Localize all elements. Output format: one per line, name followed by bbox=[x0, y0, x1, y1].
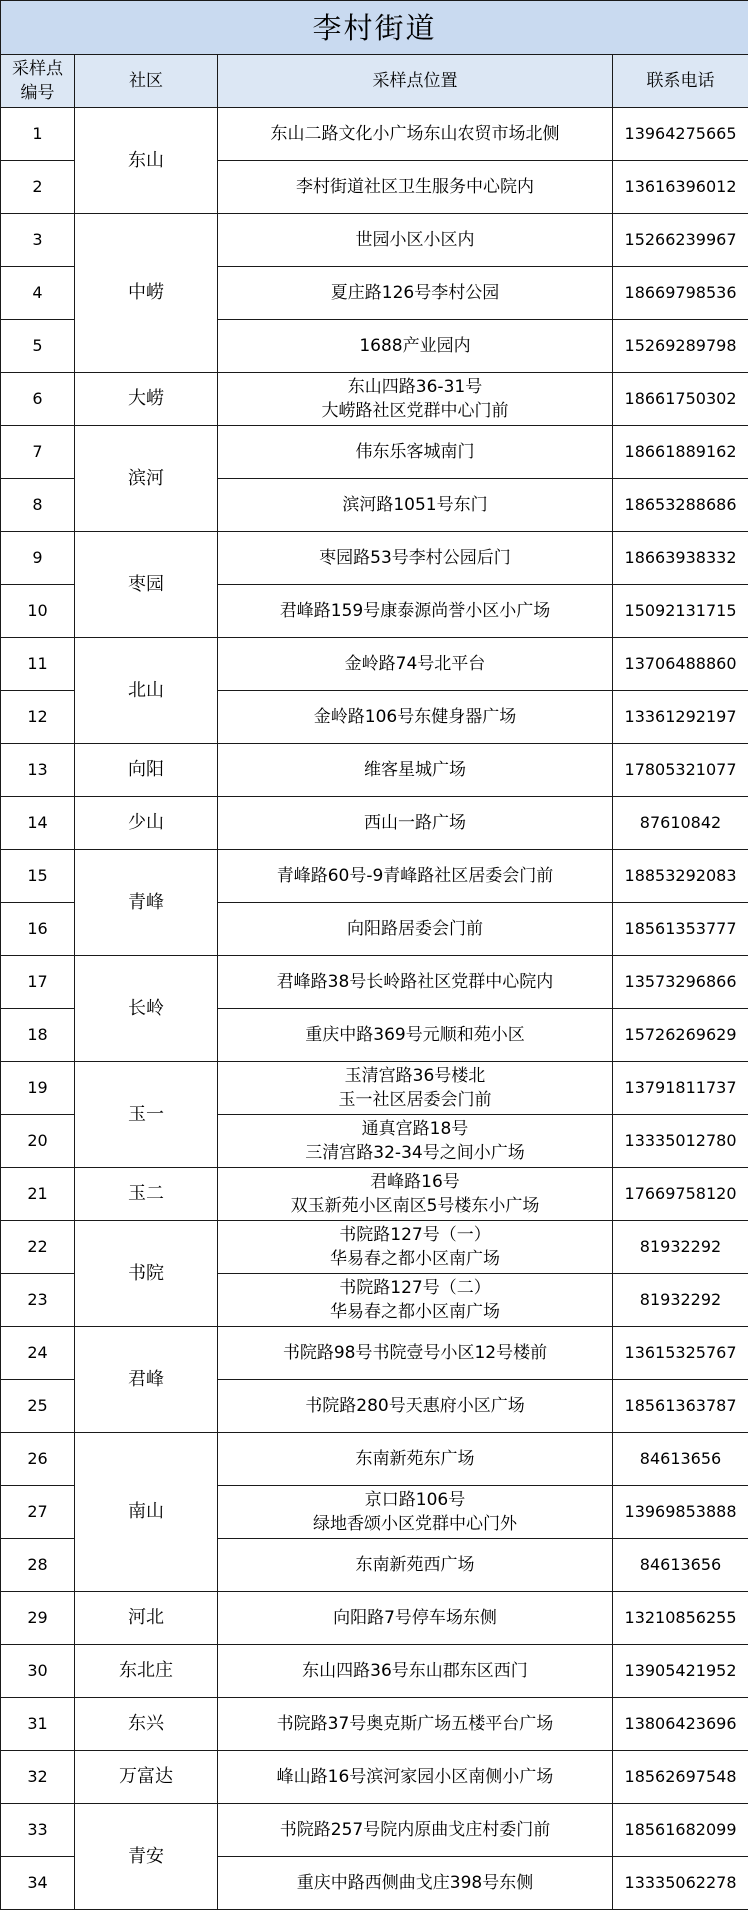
cell-phone: 13905421952 bbox=[613, 1645, 748, 1698]
cell-id: 4 bbox=[1, 267, 75, 320]
table-row bbox=[1, 1168, 748, 1221]
cell-location: 金岭路106号东健身器广场 bbox=[218, 691, 613, 744]
header-row bbox=[1, 55, 748, 108]
cell-phone: 18562697548 bbox=[613, 1751, 748, 1804]
cell-id: 9 bbox=[1, 532, 75, 585]
cell-id: 7 bbox=[1, 426, 75, 479]
cell-phone: 13964275665 bbox=[613, 108, 748, 161]
cell-phone: 13791811737 bbox=[613, 1062, 748, 1115]
cell-phone: 13616396012 bbox=[613, 161, 748, 214]
cell-id: 27 bbox=[1, 1486, 75, 1539]
cell-id: 23 bbox=[1, 1274, 75, 1327]
cell-location: 东山二路文化小广场东山农贸市场北侧 bbox=[218, 108, 613, 161]
header-id: 采样点 编号 bbox=[1, 55, 75, 108]
cell-location: 青峰路60号-9青峰路社区居委会门前 bbox=[218, 850, 613, 903]
cell-phone: 87610842 bbox=[613, 797, 748, 850]
table-row bbox=[1, 638, 748, 691]
cell-phone: 18653288686 bbox=[613, 479, 748, 532]
cell-community: 河北 bbox=[75, 1592, 218, 1645]
table-row bbox=[1, 956, 748, 1009]
cell-id: 32 bbox=[1, 1751, 75, 1804]
table-row bbox=[1, 797, 748, 850]
cell-location: 重庆中路369号元顺和苑小区 bbox=[218, 1009, 613, 1062]
table-row bbox=[1, 1221, 748, 1274]
cell-phone: 13361292197 bbox=[613, 691, 748, 744]
cell-id: 18 bbox=[1, 1009, 75, 1062]
cell-community: 大崂 bbox=[75, 373, 218, 426]
cell-location: 书院路37号奥克斯广场五楼平台广场 bbox=[218, 1698, 613, 1751]
cell-community: 向阳 bbox=[75, 744, 218, 797]
cell-id: 16 bbox=[1, 903, 75, 956]
cell-phone: 15269289798 bbox=[613, 320, 748, 373]
cell-id: 29 bbox=[1, 1592, 75, 1645]
table-row bbox=[1, 1698, 748, 1751]
cell-location: 书院路257号院内原曲戈庄村委门前 bbox=[218, 1804, 613, 1857]
cell-community: 滨河 bbox=[75, 426, 218, 532]
table-title: 李村街道 bbox=[1, 1, 748, 55]
cell-id: 6 bbox=[1, 373, 75, 426]
cell-id: 19 bbox=[1, 1062, 75, 1115]
table-row bbox=[1, 426, 748, 479]
cell-community: 南山 bbox=[75, 1433, 218, 1592]
cell-community: 东山 bbox=[75, 108, 218, 214]
cell-id: 33 bbox=[1, 1804, 75, 1857]
cell-id: 26 bbox=[1, 1433, 75, 1486]
cell-phone: 17669758120 bbox=[613, 1168, 748, 1221]
cell-community: 万富达 bbox=[75, 1751, 218, 1804]
table-row bbox=[1, 373, 748, 426]
cell-community: 君峰 bbox=[75, 1327, 218, 1433]
table-row bbox=[1, 1592, 748, 1645]
cell-id: 8 bbox=[1, 479, 75, 532]
cell-community: 长岭 bbox=[75, 956, 218, 1062]
cell-community: 中崂 bbox=[75, 214, 218, 373]
cell-location: 向阳路居委会门前 bbox=[218, 903, 613, 956]
cell-location: 金岭路74号北平台 bbox=[218, 638, 613, 691]
cell-id: 25 bbox=[1, 1380, 75, 1433]
cell-phone: 13969853888 bbox=[613, 1486, 748, 1539]
cell-id: 11 bbox=[1, 638, 75, 691]
cell-location: 通真宫路18号 三清宫路32-34号之间小广场 bbox=[218, 1115, 613, 1168]
cell-location: 夏庄路126号李村公园 bbox=[218, 267, 613, 320]
cell-phone: 18561353777 bbox=[613, 903, 748, 956]
table-row bbox=[1, 1645, 748, 1698]
cell-id: 31 bbox=[1, 1698, 75, 1751]
cell-phone: 13335062278 bbox=[613, 1857, 748, 1910]
cell-phone: 18561682099 bbox=[613, 1804, 748, 1857]
cell-phone: 15726269629 bbox=[613, 1009, 748, 1062]
cell-location: 西山一路广场 bbox=[218, 797, 613, 850]
cell-community: 东兴 bbox=[75, 1698, 218, 1751]
cell-location: 伟东乐客城南门 bbox=[218, 426, 613, 479]
cell-id: 10 bbox=[1, 585, 75, 638]
cell-phone: 18853292083 bbox=[613, 850, 748, 903]
cell-id: 28 bbox=[1, 1539, 75, 1592]
cell-phone: 13210856255 bbox=[613, 1592, 748, 1645]
cell-community: 玉二 bbox=[75, 1168, 218, 1221]
cell-id: 2 bbox=[1, 161, 75, 214]
cell-location: 李村街道社区卫生服务中心院内 bbox=[218, 161, 613, 214]
cell-id: 14 bbox=[1, 797, 75, 850]
table-row bbox=[1, 850, 748, 903]
table-row bbox=[1, 1433, 748, 1486]
cell-community: 青安 bbox=[75, 1804, 218, 1910]
cell-community: 少山 bbox=[75, 797, 218, 850]
cell-location: 君峰路38号长岭路社区党群中心院内 bbox=[218, 956, 613, 1009]
cell-phone: 18661750302 bbox=[613, 373, 748, 426]
cell-id: 3 bbox=[1, 214, 75, 267]
table-row bbox=[1, 1062, 748, 1115]
cell-phone: 84613656 bbox=[613, 1539, 748, 1592]
cell-phone: 18661889162 bbox=[613, 426, 748, 479]
table-row bbox=[1, 108, 748, 161]
header-location: 采样点位置 bbox=[218, 55, 613, 108]
cell-phone: 15266239967 bbox=[613, 214, 748, 267]
table-row bbox=[1, 1327, 748, 1380]
cell-id: 13 bbox=[1, 744, 75, 797]
cell-location: 玉清宫路36号楼北 玉一社区居委会门前 bbox=[218, 1062, 613, 1115]
cell-location: 君峰路16号 双玉新苑小区南区5号楼东小广场 bbox=[218, 1168, 613, 1221]
cell-community: 枣园 bbox=[75, 532, 218, 638]
cell-location: 书院路98号书院壹号小区12号楼前 bbox=[218, 1327, 613, 1380]
cell-community: 北山 bbox=[75, 638, 218, 744]
cell-community: 玉一 bbox=[75, 1062, 218, 1168]
cell-phone: 13706488860 bbox=[613, 638, 748, 691]
cell-location: 向阳路7号停车场东侧 bbox=[218, 1592, 613, 1645]
cell-phone: 18669798536 bbox=[613, 267, 748, 320]
cell-phone: 81932292 bbox=[613, 1221, 748, 1274]
cell-location: 书院路127号（二） 华易春之都小区南广场 bbox=[218, 1274, 613, 1327]
cell-id: 20 bbox=[1, 1115, 75, 1168]
cell-location: 东山四路36-31号 大崂路社区党群中心门前 bbox=[218, 373, 613, 426]
cell-phone: 13335012780 bbox=[613, 1115, 748, 1168]
cell-phone: 15092131715 bbox=[613, 585, 748, 638]
cell-location: 东南新苑东广场 bbox=[218, 1433, 613, 1486]
cell-id: 5 bbox=[1, 320, 75, 373]
cell-id: 15 bbox=[1, 850, 75, 903]
table-row bbox=[1, 214, 748, 267]
table-row bbox=[1, 532, 748, 585]
cell-location: 1688产业园内 bbox=[218, 320, 613, 373]
header-community: 社区 bbox=[75, 55, 218, 108]
cell-community: 青峰 bbox=[75, 850, 218, 956]
cell-location: 滨河路1051号东门 bbox=[218, 479, 613, 532]
cell-community: 书院 bbox=[75, 1221, 218, 1327]
cell-phone: 18561363787 bbox=[613, 1380, 748, 1433]
cell-location: 君峰路159号康泰源尚誉小区小广场 bbox=[218, 585, 613, 638]
cell-id: 17 bbox=[1, 956, 75, 1009]
cell-phone: 81932292 bbox=[613, 1274, 748, 1327]
cell-location: 京口路106号 绿地香颂小区党群中心门外 bbox=[218, 1486, 613, 1539]
cell-location: 维客星城广场 bbox=[218, 744, 613, 797]
cell-phone: 84613656 bbox=[613, 1433, 748, 1486]
cell-id: 21 bbox=[1, 1168, 75, 1221]
cell-phone: 13615325767 bbox=[613, 1327, 748, 1380]
cell-id: 22 bbox=[1, 1221, 75, 1274]
header-phone: 联系电话 bbox=[613, 55, 748, 108]
cell-location: 书院路127号（一） 华易春之都小区南广场 bbox=[218, 1221, 613, 1274]
cell-phone: 18663938332 bbox=[613, 532, 748, 585]
table-body bbox=[1, 108, 748, 1910]
table-row bbox=[1, 1804, 748, 1857]
cell-location: 枣园路53号李村公园后门 bbox=[218, 532, 613, 585]
cell-location: 重庆中路西侧曲戈庄398号东侧 bbox=[218, 1857, 613, 1910]
cell-phone: 17805321077 bbox=[613, 744, 748, 797]
cell-location: 世园小区小区内 bbox=[218, 214, 613, 267]
cell-location: 书院路280号天惠府小区广场 bbox=[218, 1380, 613, 1433]
cell-location: 东山四路36号东山郡东区西门 bbox=[218, 1645, 613, 1698]
cell-id: 1 bbox=[1, 108, 75, 161]
cell-id: 12 bbox=[1, 691, 75, 744]
cell-community: 东北庄 bbox=[75, 1645, 218, 1698]
table-row bbox=[1, 1751, 748, 1804]
cell-phone: 13806423696 bbox=[613, 1698, 748, 1751]
cell-location: 东南新苑西广场 bbox=[218, 1539, 613, 1592]
title-row bbox=[1, 1, 748, 55]
cell-location: 峰山路16号滨河家园小区南侧小广场 bbox=[218, 1751, 613, 1804]
table-row bbox=[1, 744, 748, 797]
cell-id: 30 bbox=[1, 1645, 75, 1698]
cell-id: 34 bbox=[1, 1857, 75, 1910]
cell-phone: 13573296866 bbox=[613, 956, 748, 1009]
cell-id: 24 bbox=[1, 1327, 75, 1380]
